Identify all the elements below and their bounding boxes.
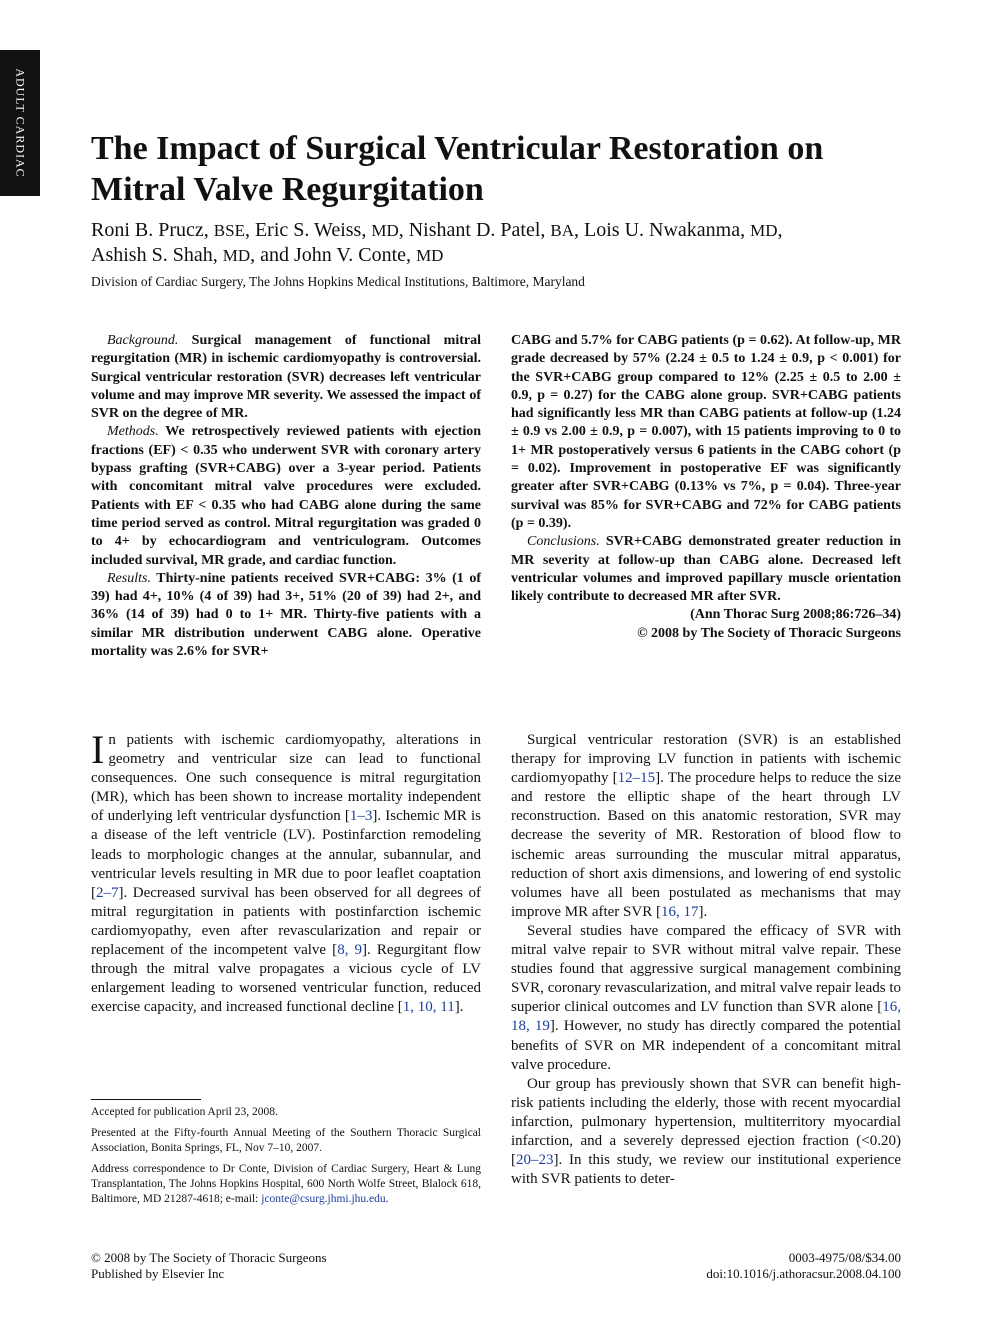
body-left-column xyxy=(91,727,481,1017)
address-text: Address correspondence to Dr Conte, Division of Cardiac Surgery, Heart & Lung Transplantation, The Johns Hopkins Hospital, 600 North Wolfe Street, Blalock 618, Baltimore, MD 21287-4618; e-mail: xyxy=(91,1163,481,1205)
address-end: . xyxy=(385,1193,389,1205)
article-title: The Impact of Surgical Ventricular Restoration on Mitral Valve Regurgitation xyxy=(91,130,824,208)
footnote-accepted: Accepted for publication April 23, 2008. xyxy=(91,1106,278,1118)
body-text: n patients with ischemic cardiomyopathy, alterations in geometry and ventricular size can lead to functional consequences. One such consequence is mitral regurgitation (MR), which has been shown to increase mortality independent of underlying left ventricular dysfunction [ xyxy=(91,732,481,825)
reference-link[interactable]: 8, 9 xyxy=(337,942,363,959)
drop-cap: I xyxy=(91,727,105,772)
abstract-background xyxy=(91,332,481,423)
body-text: ]. Decreased survival has been observed for all degrees of mitral regurgitation in patients with postinfarction ischemic cardiomyopathy, even after revascularization and repair or replacement of the incompetent valve [ xyxy=(91,884,481,959)
footnote-presented: Presented at the Fifty-fourth Annual Meeting of the Southern Thoracic Surgical Association, Bonita Springs, FL, Nov 7–10, 2007. xyxy=(91,1127,481,1154)
author-degree: MD xyxy=(416,246,444,265)
section-tab xyxy=(0,50,40,196)
footnotes xyxy=(91,1105,481,1213)
abstract-copyright: © 2008 by The Society of Thoracic Surgeons xyxy=(637,625,901,641)
body-text: ]. xyxy=(698,903,708,920)
abstract-right-column xyxy=(511,332,901,643)
abstract-conclusions xyxy=(511,533,901,606)
reference-link[interactable]: 16, 17 xyxy=(660,903,699,920)
reference-link[interactable]: 1–3 xyxy=(349,808,373,825)
body-text: Surgical ventricular restoration (SVR) is an established therapy for improving LV function in patients with ischemic cardiomyopathy [ xyxy=(511,732,901,787)
author-list xyxy=(91,218,911,268)
author-separator: , and xyxy=(250,244,294,266)
journal-citation: (Ann Thorac Surg 2008;86:726–34) xyxy=(690,607,901,623)
author-name: Eric S. Weiss, xyxy=(254,219,372,241)
body-text: ]. However, no study has directly compared the potential benefits of SVR on MR independent of a concomitant mitral valve procedure. xyxy=(511,1018,901,1073)
affiliation: Division of Cardiac Surgery, The Johns Hopkins Medical Institutions, Baltimore, Maryland xyxy=(91,274,585,289)
conclusions-label: Conclusions. xyxy=(527,534,600,550)
author-name: Lois U. Nwakanma, xyxy=(584,219,751,241)
author-degree: BA xyxy=(550,221,575,240)
body-text: Several studies have compared the efficacy of SVR with mitral valve repair to SVR without mitral valve repair. These studies found that aggressive surgical management combining SVR, coronary revascularization, and mitral valve repair leads to superior clinical outcomes and LV function than SVR alone [ xyxy=(511,922,901,1016)
author-separator: , xyxy=(398,219,409,241)
reference-link[interactable]: 16, 18, 19 xyxy=(511,999,901,1035)
footer-publisher: Published by Elsevier Inc xyxy=(91,1265,225,1281)
footer-right xyxy=(480,1250,901,1281)
body-right-column xyxy=(511,731,901,1189)
methods-label: Methods. xyxy=(107,424,159,440)
footnote-address xyxy=(91,1162,481,1207)
author-degree: MD xyxy=(222,246,251,265)
methods-text: We retrospectively reviewed patients with ejection fractions (EF) < 0.35 who underwent SVR with coronary artery bypass grafting (SVR+CABG) over a 3-year period. Patients with concomitant mitral valve procedures were excluded. Patients with EF < 0.35 who had CABG alone during the same time period served as control. Mitral regurgitation was graded 0 to 4+ by echocardiogram and ventriculogram. Outcomes included survival, MR grade, and cardiac function. xyxy=(91,424,481,568)
author-degree: MD xyxy=(750,221,778,240)
author-name: Ashish S. Shah, xyxy=(91,244,223,266)
abstract-methods xyxy=(91,423,481,569)
email-link[interactable]: jconte@csurg.jhmi.jhu.edu xyxy=(261,1193,386,1205)
reference-link[interactable]: 2–7 xyxy=(96,884,119,901)
footnote-divider xyxy=(91,1099,201,1100)
author-degree: MD xyxy=(371,221,399,240)
body-paragraph xyxy=(511,922,901,1075)
body-text: ]. The procedure helps to reduce the size and restore the elliptic shape of the heart through LV reconstruction. Based on this anatomic restoration, SVR may decrease the severity of MR. Restoration of blood flow to ischemic areas surrounding the muscular mitral apparatus, reduction of short axis dimensions, and lowering of end systolic volumes have all been postulated as mechanisms that may improve MR after SVR [ xyxy=(511,770,902,920)
author-separator: , xyxy=(244,219,255,241)
abstract-results-continued: CABG and 5.7% for CABG patients (p = 0.62). At follow-up, MR grade decreased by 57% (2.24 ± 0.5 to 1.24 ± 0.9, p < 0.001) for the SVR+CABG group compared to 12% (2.25 ± 0.5 to 2.00 ± 0.9, p = 0.27) for the CABG alone group. SVR+CABG patients had significantly less MR than CABG patients at follow-up (1.24 ± 0.9 vs 2.00 ± 0.9, p = 0.007), with 15 patients improving to 0 to 1+ MR postoperatively versus 6 patients in the CABG cohort (p = 0.02). Improvement in postoperative EF was significantly greater after SVR+CABG (0.13% vs 7%, p = 0.04). Three-year survival was 85% for SVR+CABG and 72% for CABG patients (p = 0.39). xyxy=(511,333,901,531)
intro-paragraph xyxy=(91,727,481,1017)
body-text: Our group has previously shown that SVR can benefit high-risk patients including the elderly, those with recent myocardial infarction, pulmonary hypertension, multiterritory myocardial infarction, and a severely depressed ejection fraction (<0.20) [ xyxy=(511,1075,901,1169)
author-separator: , xyxy=(777,219,783,241)
author-name: John V. Conte, xyxy=(294,244,417,266)
reference-link[interactable]: 20–23 xyxy=(516,1152,554,1169)
abstract-results xyxy=(91,570,481,661)
abstract-left-column xyxy=(91,332,481,661)
body-text: ]. Ischemic MR is a disease of the left ventricle (LV). Postinfarction remodeling leads to morphologic changes at the annular, subannular, and ventricular levels resulting in MR due to poor leaflet coaptation [ xyxy=(91,808,481,901)
author-separator: , xyxy=(574,219,585,241)
author-degree: BSE xyxy=(213,221,245,240)
footer-doi: doi:10.1016/j.athoracsur.2008.04.100 xyxy=(706,1265,901,1281)
results-label: Results. xyxy=(107,570,151,586)
footer-left xyxy=(91,1250,511,1281)
section-tab-label: ADULT CARDIAC xyxy=(13,68,28,178)
body-paragraph xyxy=(511,731,901,922)
footer-issn: 0003-4975/08/$34.00 xyxy=(788,1250,901,1265)
author-name: Roni B. Prucz, xyxy=(91,219,214,241)
reference-link[interactable]: 1, 10, 11 xyxy=(402,999,455,1016)
body-text: ]. In this study, we review our institutional experience with SVR patients to deter- xyxy=(511,1152,901,1188)
footer-copyright: © 2008 by The Society of Thoracic Surgeons xyxy=(91,1250,327,1265)
body-paragraph xyxy=(511,1075,901,1190)
background-text: Surgical management of functional mitral regurgitation (MR) in ischemic cardiomyopathy is controversial. Surgical ventricular restoration (SVR) decreases left ventricular volume and may improve MR severity. We assessed the impact of SVR on the degree of MR. xyxy=(91,333,481,422)
results-text: Thirty-nine patients received SVR+CABG: 3% (1 of 39) had 4+, 10% (4 of 39) had 3+, 51% (20 of 39) had 2+, and 36% (14 of 39) had 0 to 1+ MR. Thirty-five patients with a similar MR distribution underwent CABG alone. Operative mortality was 2.6% for SVR+ xyxy=(91,570,481,660)
background-label: Background. xyxy=(107,333,179,348)
author-name: Nishant D. Patel, xyxy=(408,219,551,241)
reference-link[interactable]: 12–15 xyxy=(617,770,656,787)
body-text: ]. xyxy=(454,999,464,1016)
conclusions-text: SVR+CABG demonstrated greater reduction in MR severity at follow-up than CABG alone. Decreased left ventricular volumes and improved papillary muscle orientation likely contribute to decreased MR after SVR. xyxy=(511,534,901,605)
body-text: ]. Regurgitant flow through the mitral valve propagates a vicious cycle of LV enlargement leading to worsened ventricular function, reduced exercise capacity, and increased functional decline [ xyxy=(91,942,481,1016)
